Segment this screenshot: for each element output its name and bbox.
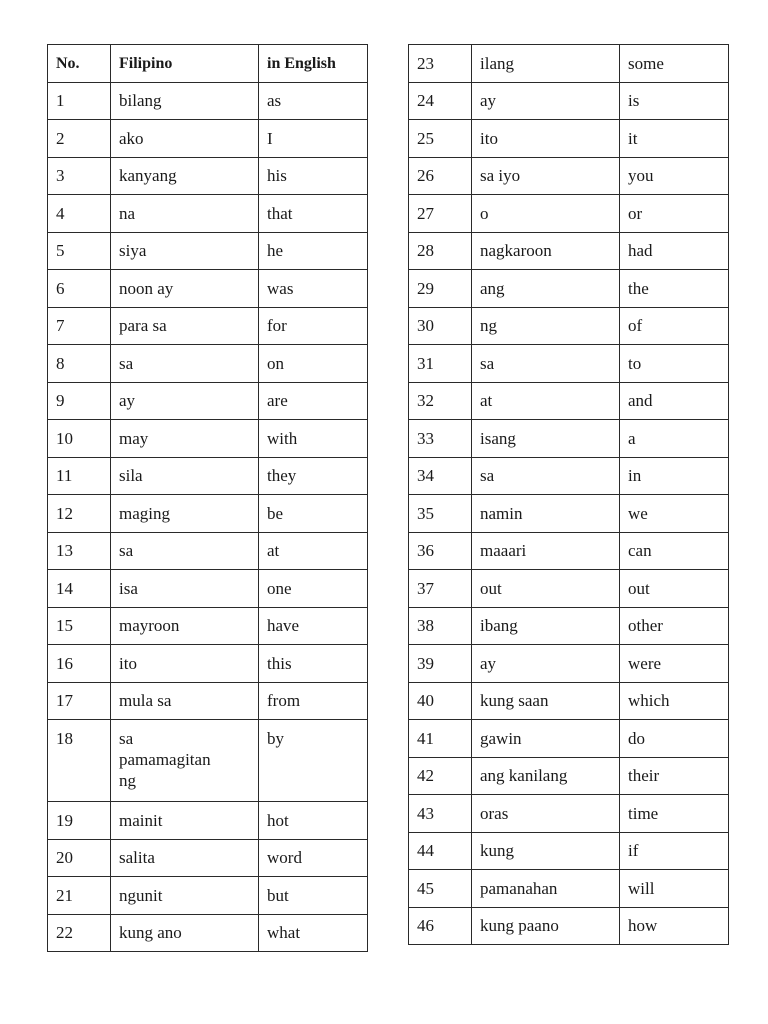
cell-filipino: sa [111, 345, 259, 383]
cell-english: what [259, 914, 368, 952]
cell-filipino: sila [111, 457, 259, 495]
cell-number: 28 [409, 232, 472, 270]
header-no: No. [48, 45, 111, 83]
cell-english: for [259, 307, 368, 345]
table-row [48, 420, 368, 458]
table-row [48, 307, 368, 345]
cell-number: 17 [48, 682, 111, 720]
cell-filipino: namin [472, 495, 620, 533]
cell-filipino: para sa [111, 307, 259, 345]
cell-english: the [620, 270, 729, 308]
cell-filipino: ay [472, 645, 620, 683]
cell-filipino: ngunit [111, 877, 259, 915]
cell-number: 32 [409, 382, 472, 420]
table-row [409, 495, 729, 533]
table-row [409, 907, 729, 945]
cell-english: as [259, 82, 368, 120]
cell-filipino: isa [111, 570, 259, 608]
cell-english: from [259, 682, 368, 720]
table-row [409, 682, 729, 720]
cell-filipino: gawin [472, 720, 620, 758]
cell-filipino: sa [472, 345, 620, 383]
table-row [48, 345, 368, 383]
table-row [409, 120, 729, 158]
table-row [409, 195, 729, 233]
cell-number: 46 [409, 907, 472, 945]
cell-filipino: mula sa [111, 682, 259, 720]
table-row [409, 457, 729, 495]
cell-filipino: kung saan [472, 682, 620, 720]
table-row [48, 914, 368, 952]
cell-number: 9 [48, 382, 111, 420]
cell-number: 40 [409, 682, 472, 720]
cell-number: 7 [48, 307, 111, 345]
table-row [48, 82, 368, 120]
cell-number: 4 [48, 195, 111, 233]
cell-number: 8 [48, 345, 111, 383]
cell-english: hot [259, 802, 368, 840]
cell-filipino: o [472, 195, 620, 233]
cell-filipino: kung ano [111, 914, 259, 952]
vocabulary-table-right [408, 44, 729, 945]
table-row [409, 232, 729, 270]
cell-number: 25 [409, 120, 472, 158]
cell-english: but [259, 877, 368, 915]
cell-english: some [620, 45, 729, 83]
cell-english: I [259, 120, 368, 158]
cell-filipino: ng [472, 307, 620, 345]
cell-english: they [259, 457, 368, 495]
cell-number: 26 [409, 157, 472, 195]
cell-english: how [620, 907, 729, 945]
cell-english: with [259, 420, 368, 458]
cell-english: do [620, 720, 729, 758]
cell-number: 41 [409, 720, 472, 758]
cell-number: 35 [409, 495, 472, 533]
cell-number: 13 [48, 532, 111, 570]
table-row [48, 457, 368, 495]
table-row [409, 832, 729, 870]
cell-filipino: bilang [111, 82, 259, 120]
cell-filipino: salita [111, 839, 259, 877]
cell-english: his [259, 157, 368, 195]
cell-filipino: ang [472, 270, 620, 308]
cell-number: 43 [409, 795, 472, 833]
cell-filipino: ang kanilang [472, 757, 620, 795]
cell-filipino: na [111, 195, 259, 233]
cell-filipino: sa [472, 457, 620, 495]
table-row [409, 45, 729, 83]
cell-number: 14 [48, 570, 111, 608]
cell-number: 44 [409, 832, 472, 870]
cell-english: of [620, 307, 729, 345]
table-row [48, 839, 368, 877]
cell-english: time [620, 795, 729, 833]
vocabulary-table-left [47, 44, 368, 952]
cell-english: it [620, 120, 729, 158]
cell-english: their [620, 757, 729, 795]
cell-filipino: mainit [111, 802, 259, 840]
table-row [409, 570, 729, 608]
cell-english: on [259, 345, 368, 383]
cell-number: 36 [409, 532, 472, 570]
table-row [409, 532, 729, 570]
cell-english: to [620, 345, 729, 383]
table-header-row [48, 45, 368, 83]
table-row [48, 270, 368, 308]
cell-english: were [620, 645, 729, 683]
cell-filipino: ito [472, 120, 620, 158]
cell-filipino: siya [111, 232, 259, 270]
cell-filipino: ibang [472, 607, 620, 645]
cell-filipino: ito [111, 645, 259, 683]
cell-english: be [259, 495, 368, 533]
cell-filipino: ilang [472, 45, 620, 83]
table-row [409, 607, 729, 645]
cell-english: have [259, 607, 368, 645]
table-row [48, 195, 368, 233]
cell-filipino: nagkaroon [472, 232, 620, 270]
cell-number: 20 [48, 839, 111, 877]
table-row [48, 532, 368, 570]
table-row [409, 270, 729, 308]
cell-number: 38 [409, 607, 472, 645]
cell-english: one [259, 570, 368, 608]
cell-number: 27 [409, 195, 472, 233]
cell-english: will [620, 870, 729, 908]
table-row [48, 495, 368, 533]
cell-filipino: oras [472, 795, 620, 833]
cell-english: are [259, 382, 368, 420]
cell-english: was [259, 270, 368, 308]
cell-english: or [620, 195, 729, 233]
cell-number: 37 [409, 570, 472, 608]
cell-english: and [620, 382, 729, 420]
cell-filipino: ay [472, 82, 620, 120]
cell-number: 3 [48, 157, 111, 195]
cell-number: 21 [48, 877, 111, 915]
table-row [409, 382, 729, 420]
cell-english: which [620, 682, 729, 720]
cell-english: he [259, 232, 368, 270]
cell-filipino: at [472, 382, 620, 420]
table-row [409, 82, 729, 120]
table-row [48, 382, 368, 420]
table-row [48, 802, 368, 840]
cell-english: we [620, 495, 729, 533]
table-row [409, 345, 729, 383]
cell-number: 6 [48, 270, 111, 308]
table-row [409, 795, 729, 833]
cell-filipino: kung paano [472, 907, 620, 945]
table-row [48, 157, 368, 195]
table-row [409, 420, 729, 458]
cell-english: in [620, 457, 729, 495]
cell-filipino: may [111, 420, 259, 458]
cell-filipino: maging [111, 495, 259, 533]
table-row [409, 307, 729, 345]
cell-filipino: maaari [472, 532, 620, 570]
cell-number: 23 [409, 45, 472, 83]
cell-english: other [620, 607, 729, 645]
cell-number: 31 [409, 345, 472, 383]
cell-number: 10 [48, 420, 111, 458]
table-row [48, 645, 368, 683]
cell-filipino: mayroon [111, 607, 259, 645]
cell-english: had [620, 232, 729, 270]
table-row [409, 645, 729, 683]
table-row [409, 157, 729, 195]
cell-number: 2 [48, 120, 111, 158]
cell-filipino: sa iyo [472, 157, 620, 195]
cell-filipino: kung [472, 832, 620, 870]
cell-filipino: ako [111, 120, 259, 158]
cell-number: 16 [48, 645, 111, 683]
cell-filipino: kanyang [111, 157, 259, 195]
cell-filipino: pamanahan [472, 870, 620, 908]
cell-filipino: sa [111, 532, 259, 570]
cell-english: by [259, 720, 368, 802]
table-row [48, 877, 368, 915]
table-row [48, 720, 368, 802]
cell-number: 42 [409, 757, 472, 795]
cell-number: 33 [409, 420, 472, 458]
cell-english: a [620, 420, 729, 458]
cell-number: 12 [48, 495, 111, 533]
table-row [48, 682, 368, 720]
cell-english: this [259, 645, 368, 683]
cell-number: 29 [409, 270, 472, 308]
cell-number: 5 [48, 232, 111, 270]
cell-filipino: sa pamamagitan ng [111, 720, 259, 802]
cell-english: if [620, 832, 729, 870]
table-row [48, 232, 368, 270]
cell-number: 22 [48, 914, 111, 952]
cell-english: that [259, 195, 368, 233]
cell-number: 34 [409, 457, 472, 495]
cell-filipino: isang [472, 420, 620, 458]
table-row [409, 870, 729, 908]
cell-number: 45 [409, 870, 472, 908]
table-row [48, 607, 368, 645]
cell-filipino: out [472, 570, 620, 608]
cell-english: you [620, 157, 729, 195]
table-row [409, 757, 729, 795]
header-filipino: Filipino [111, 45, 259, 83]
cell-number: 11 [48, 457, 111, 495]
cell-number: 1 [48, 82, 111, 120]
cell-number: 30 [409, 307, 472, 345]
cell-number: 39 [409, 645, 472, 683]
cell-number: 18 [48, 720, 111, 802]
cell-number: 24 [409, 82, 472, 120]
table-row [48, 120, 368, 158]
cell-english: can [620, 532, 729, 570]
cell-english: is [620, 82, 729, 120]
header-english: in English [259, 45, 368, 83]
cell-filipino: ay [111, 382, 259, 420]
cell-number: 19 [48, 802, 111, 840]
table-row [48, 570, 368, 608]
cell-number: 15 [48, 607, 111, 645]
cell-english: out [620, 570, 729, 608]
table-row [409, 720, 729, 758]
cell-filipino: noon ay [111, 270, 259, 308]
cell-english: at [259, 532, 368, 570]
cell-english: word [259, 839, 368, 877]
